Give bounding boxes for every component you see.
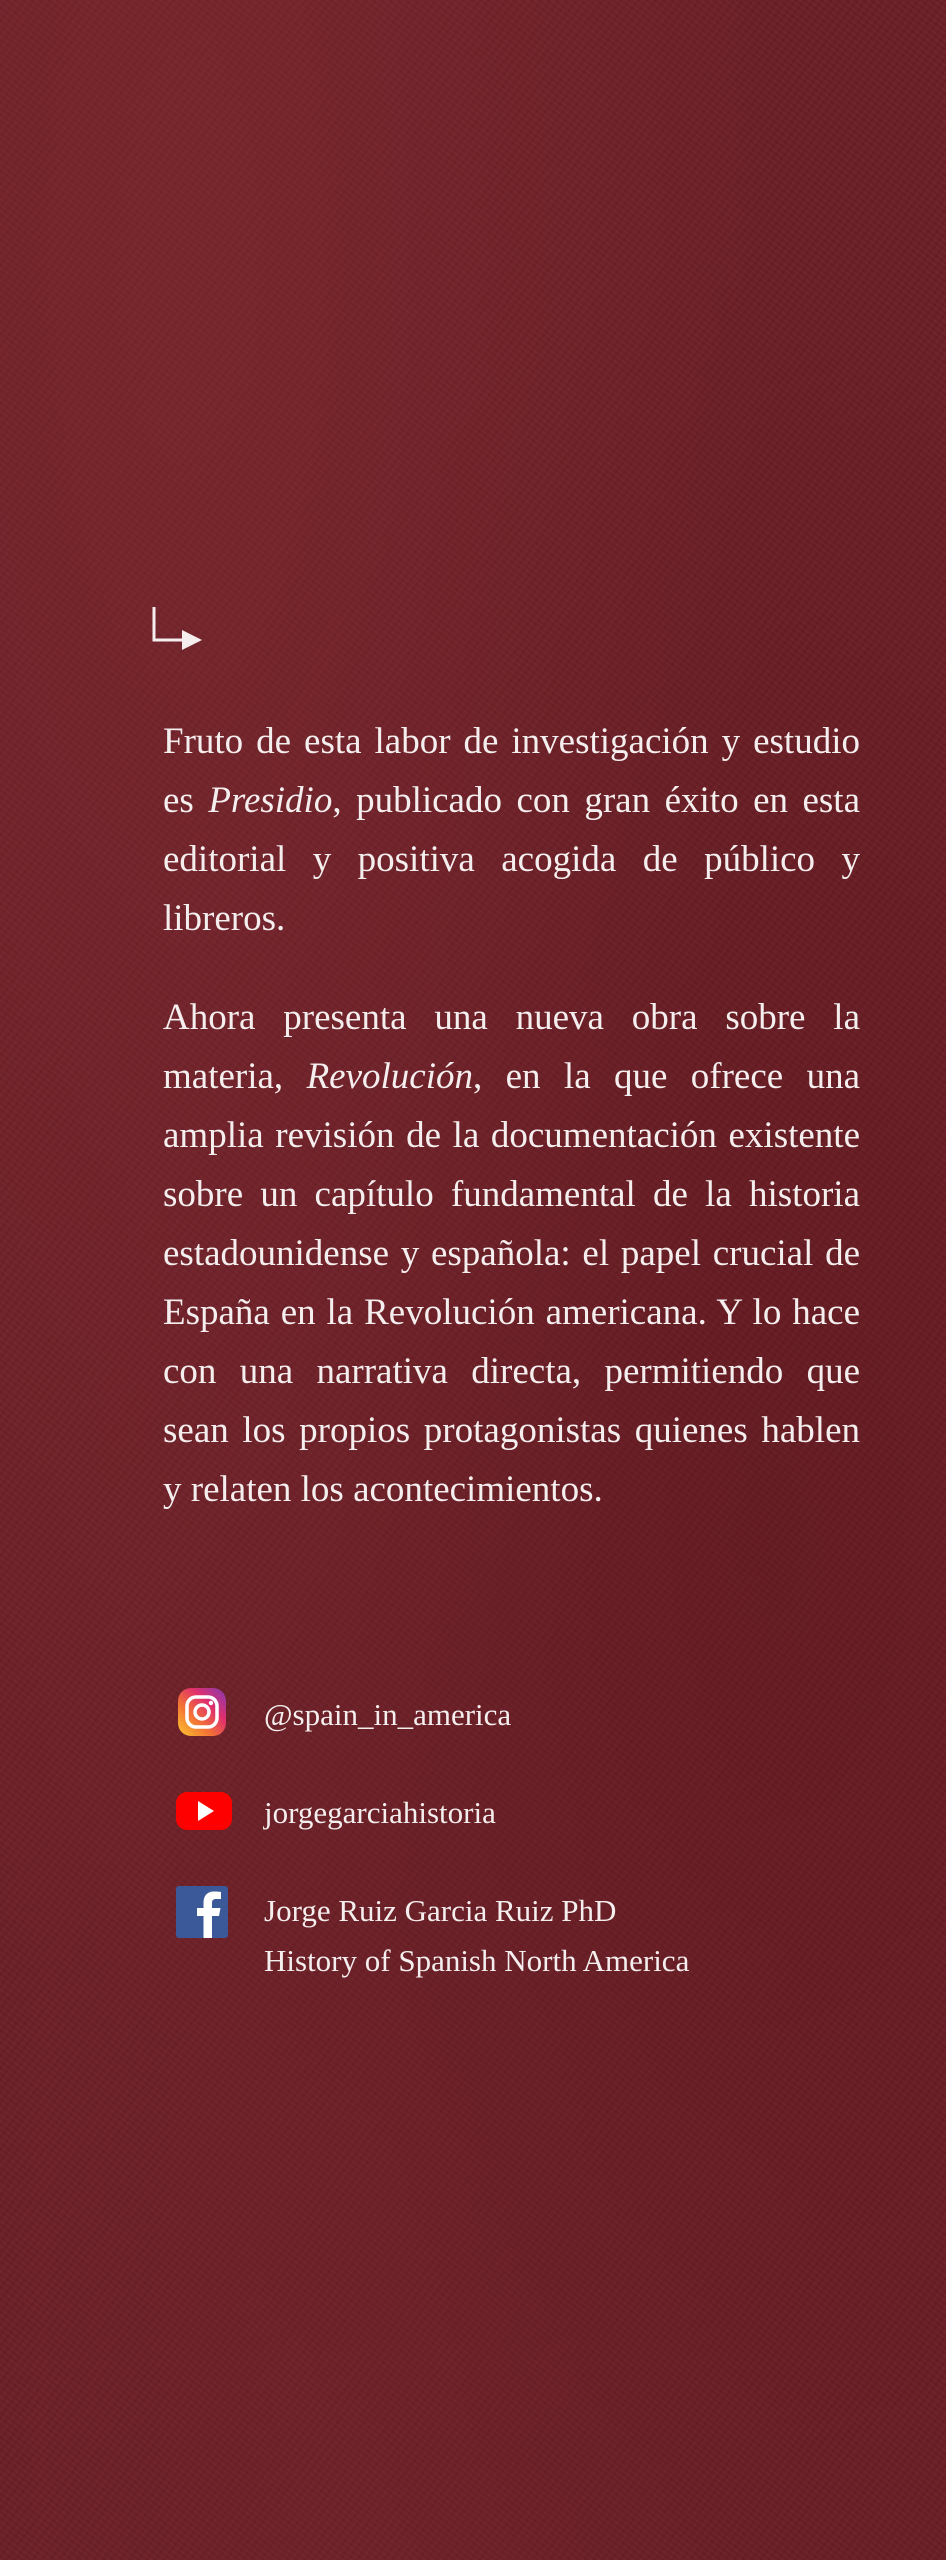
youtube-handle: jorgegarciahistoria	[264, 1795, 496, 1830]
book-title-revolucion: Revolución	[306, 1056, 473, 1097]
facebook-link[interactable]	[176, 1882, 876, 1982]
paragraph-revolucion	[163, 988, 860, 1519]
paragraph-presidio	[163, 712, 860, 948]
instagram-icon	[176, 1686, 228, 1738]
paragraph-1-text-start: Fruto de esta labor de investigación y estudio es	[163, 721, 860, 821]
instagram-link[interactable]	[176, 1686, 876, 1738]
facebook-names	[264, 1886, 689, 1986]
youtube-link[interactable]	[176, 1784, 876, 1836]
paragraph-2-text-start: Ahora presenta una nueva obra sobre la materia,	[163, 997, 860, 1097]
instagram-handle: @spain_in_america	[264, 1697, 512, 1732]
book-title-presidio: Presidio	[208, 780, 333, 821]
description-text	[163, 712, 860, 1559]
paragraph-2-text-end: , en la que ofrece una amplia revisión de la documentación existente sobre un capítulo fundamental de la historia estadounidense y española: el papel crucial de España en la Revolución americana. Y lo hace con una narrativa directa, permitiendo que sean los propios protagonistas quienes hablen y relaten los acontecimientos.	[163, 1056, 860, 1510]
arrow-turn-right-icon	[150, 605, 208, 657]
social-links	[176, 1686, 876, 2028]
facebook-icon	[176, 1882, 228, 1938]
youtube-icon	[176, 1784, 232, 1836]
facebook-page: History of Spanish North America	[264, 1943, 690, 1978]
paragraph-1-text-end: , publicado con gran éxito en esta editorial y positiva acogida de público y libreros.	[163, 780, 860, 939]
facebook-name: Jorge Ruiz Garcia Ruiz PhD	[264, 1893, 617, 1928]
